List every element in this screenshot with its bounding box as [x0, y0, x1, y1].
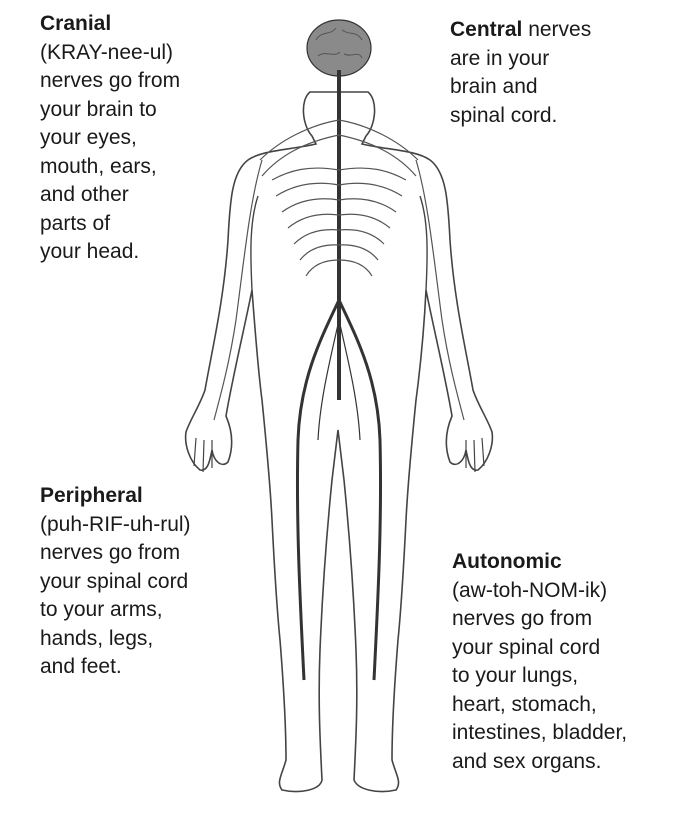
label-central-term: Central	[450, 18, 523, 41]
label-cranial-line: and other	[40, 183, 129, 206]
line	[450, 16, 591, 45]
label-peripheral-line: your spinal cord	[40, 569, 189, 593]
label-autonomic-line: heart, stomach,	[452, 692, 597, 716]
label-cranial-line: nerves go from	[40, 69, 181, 92]
label-autonomic-term: Autonomic	[452, 550, 562, 573]
label-autonomic-line: and sex organs.	[452, 749, 602, 773]
label-central-line: brain and	[450, 75, 538, 98]
label-cranial-line: parts of	[40, 211, 111, 235]
label-peripheral-line: (puh-RIF-uh-rul)	[40, 512, 191, 536]
label-cranial-line: your eyes,	[40, 126, 137, 149]
label-autonomic-line: to your lungs,	[452, 664, 579, 687]
label-autonomic-line: intestines, bladder,	[452, 721, 628, 744]
label-peripheral-line: hands, legs,	[40, 626, 154, 650]
label-central-line: spinal cord.	[450, 103, 558, 127]
label-central-line: are in your	[450, 46, 550, 70]
label-peripheral-line: nerves go from	[40, 541, 181, 564]
label-cranial-line: your head.	[40, 240, 140, 263]
label-peripheral-term: Peripheral	[40, 484, 143, 507]
label-peripheral-line: and feet.	[40, 655, 122, 678]
label-autonomic-line: (aw-toh-NOM-ik)	[452, 578, 608, 602]
label-peripheral-line: to your arms,	[40, 598, 163, 621]
label-autonomic-line: your spinal cord	[452, 635, 601, 659]
label-cranial	[40, 10, 180, 267]
label-central-first-rest: nerves	[522, 18, 592, 41]
label-cranial-line: (KRAY-nee-ul)	[40, 40, 174, 64]
label-autonomic	[452, 548, 627, 776]
label-autonomic-line: nerves go from	[452, 607, 593, 630]
label-cranial-term: Cranial	[40, 12, 112, 35]
label-cranial-line: mouth, ears,	[40, 154, 157, 178]
label-peripheral	[40, 482, 191, 682]
label-cranial-line: your brain to	[40, 97, 157, 121]
label-central	[450, 16, 591, 130]
brain	[307, 20, 371, 76]
